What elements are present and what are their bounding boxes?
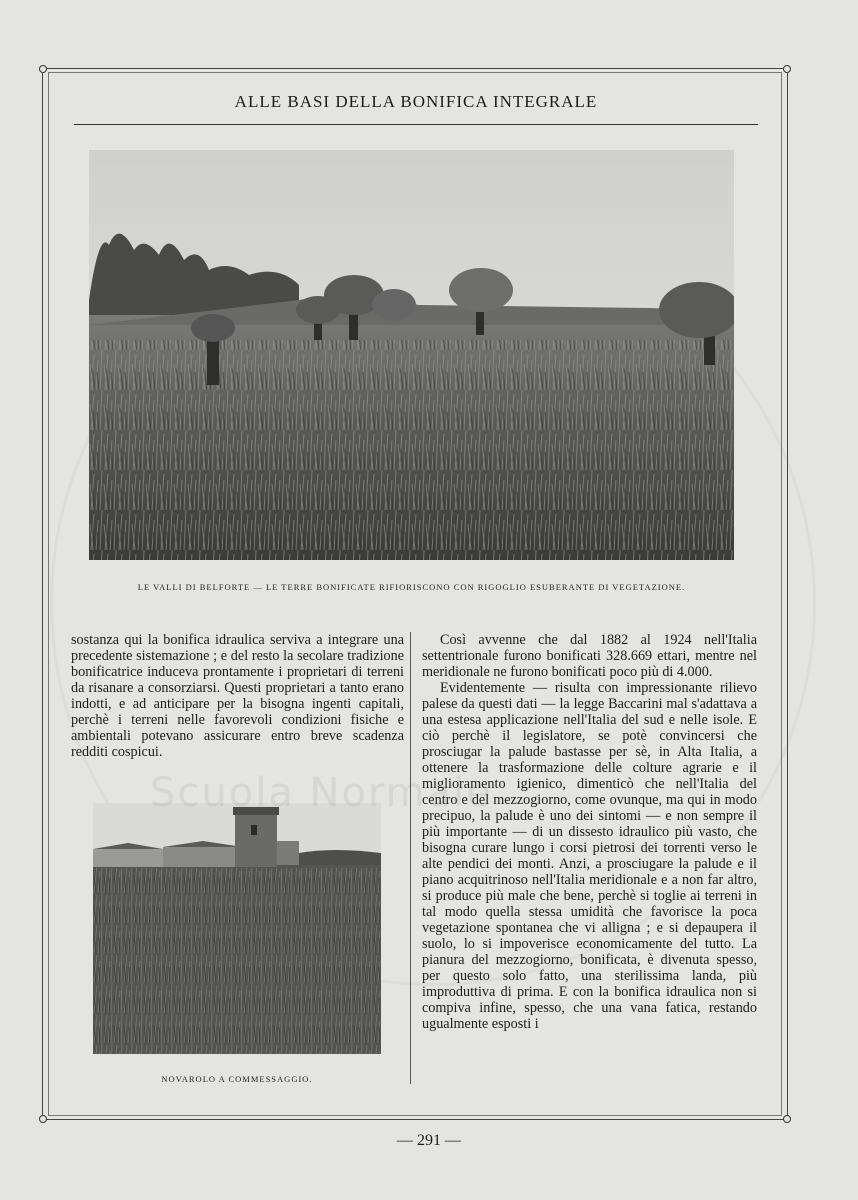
left-column xyxy=(71,632,404,760)
photo-novarolo xyxy=(93,803,381,1054)
frame-corner-ornament xyxy=(783,1115,791,1123)
right-column xyxy=(422,632,757,1032)
body-paragraph: Evidentemente — risulta con impressionante rilievo palese da questi dati — la legge Baccarini mal s'adattava a una estesa applicazione nell'Italia del sud e nelle isole. E ciò perchè il legislatore, se potè convincersi che prosciugar la palude bastasse per sè, in Alta Italia, a ottenere la trasformazione delle colture agrarie e il miglioramento igienico, dimenticò che nell'Italia del centro e del mezzogiorno, come ovunque, ma qui in modo precipuo, la palude è uno dei sintomi — e non sempre il più importante — di un dissesto idraulico più vasto, che bisogna curare lungo i corsi pietrosi dei torrenti verso le alte pendici dei monti. Anzi, a prosciugare la palude e il piano acquitrinoso nell'Italia meridionale e a non far altro, si produce più male che bene, perchè si toglie ai terreni in tal modo quella stessa umidità che favorisce la poca vegetazione spontanea che vi alligna ; e si depaupera il suolo, lo si impoverisce economicamente del tutto. La pianura del mezzogiorno, bonificata, è divenuta spesso, per questo solo fatto, una sterilissima landa, più improduttiva di prima. E con la bonifica idraulica non si compiva infine, spesso, che una vana fatica, restando ugualmente esposti i xyxy=(422,680,757,1032)
watermark-text: Scuola Normale xyxy=(150,770,493,816)
page-number: — 291 — xyxy=(397,1132,461,1149)
column-divider xyxy=(410,632,411,1084)
header-rule xyxy=(74,124,758,125)
figure1-caption: LE VALLI DI BELFORTE — LE TERRE BONIFICATE RIFIORISCONO CON RIGOGLIO ESUBERANTE DI VEGETAZIONE. xyxy=(137,582,686,592)
frame-corner-ornament xyxy=(39,65,47,73)
frame-corner-ornament xyxy=(783,65,791,73)
photo-valli-di-belforte xyxy=(89,150,734,560)
running-header: ALLE BASI DELLA BONIFICA INTEGRALE xyxy=(234,92,598,111)
frame-corner-ornament xyxy=(39,1115,47,1123)
body-paragraph: Così avvenne che dal 1882 al 1924 nell'Italia settentrionale furono bonificati 328.669 ettari, mentre nel meridionale ne furono bonificati poco più di 4.000. xyxy=(422,632,757,680)
body-paragraph: sostanza qui la bonifica idraulica serviva a integrare una precedente sistemazione ; e del resto la secolare tradizione bonificatrice induceva prontamente i proprietari di terreni da risanare a consorziarsi. Questi proprietari a tanto erano indotti, e ad anticipare per la bisogna ingenti capitali, perchè i terreni nelle favorevoli condizioni fisiche e ambientali potevano assicurare entro breve scadenza redditi cospicui. xyxy=(71,632,404,760)
figure2-caption: NOVAROLO A COMMESSAGGIO. xyxy=(161,1074,313,1084)
